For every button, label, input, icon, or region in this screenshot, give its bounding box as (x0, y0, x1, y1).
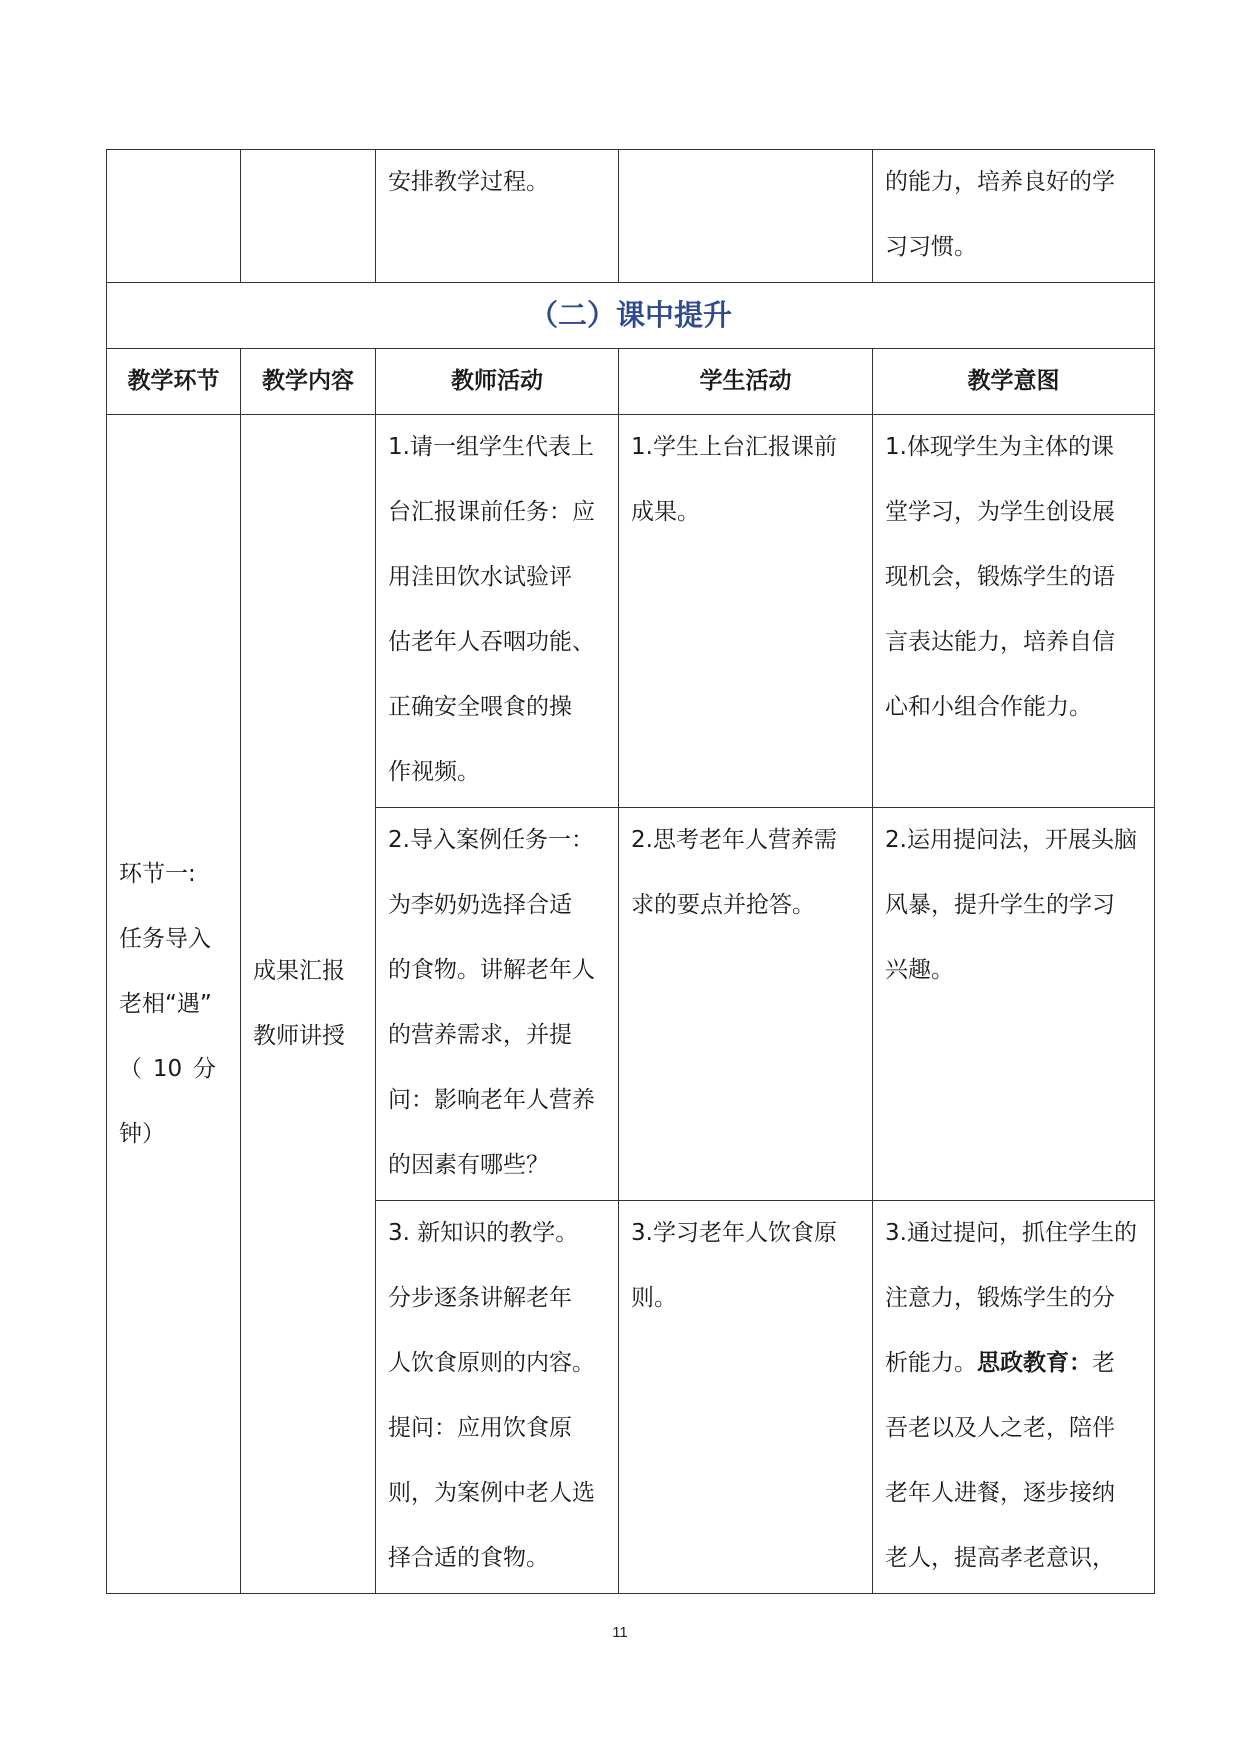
text-line: 1.学生上台汇报课前 (631, 434, 837, 460)
text-line: 吾老以及人之老，陪伴 (885, 1415, 1115, 1441)
page-number: 11 (612, 1624, 628, 1641)
content-line: 教师讲授 (253, 1023, 345, 1049)
header-stage: 教学环节 (107, 349, 241, 415)
text-line: 心和小组合作能力。 (885, 694, 1092, 720)
continuation-intent-cell (873, 150, 1155, 283)
continuation-teacher-cell (376, 150, 619, 283)
continuation-stage-cell (107, 150, 241, 283)
text-line: 堂学习，为学生创设展 (885, 499, 1115, 525)
text-line: 的能力，培养良好的学 (885, 169, 1115, 195)
section-title-row (107, 283, 1155, 349)
duration-line: （ 10 分 (119, 1055, 216, 1082)
text-line: 2.思考老年人营养需 (631, 827, 837, 853)
header-student: 学生活动 (619, 349, 873, 415)
text-line: 为李奶奶选择合适 (388, 892, 572, 918)
text-line: 3. 新知识的教学。 (388, 1220, 579, 1246)
text-line: 作视频。 (388, 759, 480, 785)
student-cell (619, 808, 873, 1201)
text-line: 现机会，锻炼学生的语 (885, 564, 1115, 590)
table-row (107, 415, 1155, 808)
teacher-cell (376, 415, 619, 808)
text-line: 老人，提高孝老意识， (885, 1545, 1115, 1571)
intent-prefix: 析能力。 (885, 1350, 977, 1376)
teacher-cell (376, 1201, 619, 1594)
text-line: 2.运用提问法，开展头脑 (885, 827, 1137, 853)
header-content: 教学内容 (241, 349, 376, 415)
stage-line: 任务导入 (119, 925, 211, 952)
text-line: 老年人进餐，逐步接纳 (885, 1480, 1115, 1506)
text-line: 成果。 (631, 499, 700, 525)
duration-end: 钟） (119, 1120, 165, 1147)
intent-cell (873, 808, 1155, 1201)
lesson-plan-table (106, 149, 1155, 1594)
intent-after-label: 老 (1092, 1350, 1115, 1376)
text-line: 3.通过提问，抓住学生的 (885, 1220, 1137, 1246)
text-line: 兴趣。 (885, 957, 954, 983)
continuation-content-cell (241, 150, 376, 283)
stage-cell (107, 415, 241, 1594)
student-cell (619, 415, 873, 808)
text-line: 安排教学过程。 (388, 169, 549, 195)
section-title: （二）课中提升 (107, 283, 1155, 349)
header-intent: 教学意图 (873, 349, 1155, 415)
continuation-student-cell (619, 150, 873, 283)
content-line: 成果汇报 (253, 958, 345, 984)
text-line (885, 1331, 1144, 1396)
text-line: 人饮食原则的内容。 (388, 1350, 595, 1376)
student-cell (619, 1201, 873, 1594)
continuation-row (107, 150, 1155, 283)
text-line: 3.学习老年人饮食原 (631, 1220, 837, 1246)
text-line: 1.请一组学生代表上 (388, 434, 594, 460)
text-line: 的营养需求，并提 (388, 1022, 572, 1048)
text-line: 则。 (631, 1285, 677, 1311)
text-line: 1.体现学生为主体的课 (885, 434, 1114, 460)
stage-line: 环节一: (119, 860, 196, 887)
teacher-cell (376, 808, 619, 1201)
text-line: 注意力，锻炼学生的分 (885, 1285, 1115, 1311)
text-line: 风暴，提升学生的学习 (885, 892, 1115, 918)
text-line: 的食物。讲解老年人 (388, 957, 595, 983)
text-line: 言表达能力，培养自信 (885, 629, 1115, 655)
text-line: 的因素有哪些？ (388, 1152, 549, 1178)
text-line: 问：影响老年人营养 (388, 1087, 595, 1113)
ideology-education-label: 思政教育： (977, 1350, 1092, 1376)
text-line: 则，为案例中老人选 (388, 1480, 595, 1506)
text-line: 正确安全喂食的操 (388, 694, 572, 720)
header-row (107, 349, 1155, 415)
text-line: 分步逐条讲解老年 (388, 1285, 572, 1311)
intent-cell (873, 415, 1155, 808)
text-line: 台汇报课前任务：应 (388, 499, 595, 525)
text-line: 择合适的食物。 (388, 1545, 549, 1571)
text-line: 用洼田饮水试验评 (388, 564, 572, 590)
header-teacher: 教师活动 (376, 349, 619, 415)
content-cell (241, 415, 376, 1594)
stage-line: 老相“遇” (119, 990, 212, 1017)
text-line: 求的要点并抢答。 (631, 892, 815, 918)
text-line: 提问：应用饮食原 (388, 1415, 572, 1441)
text-line: 习习惯。 (885, 234, 977, 260)
text-line: 2.导入案例任务一： (388, 827, 594, 853)
text-line: 估老年人吞咽功能、 (388, 629, 595, 655)
intent-cell (873, 1201, 1155, 1594)
